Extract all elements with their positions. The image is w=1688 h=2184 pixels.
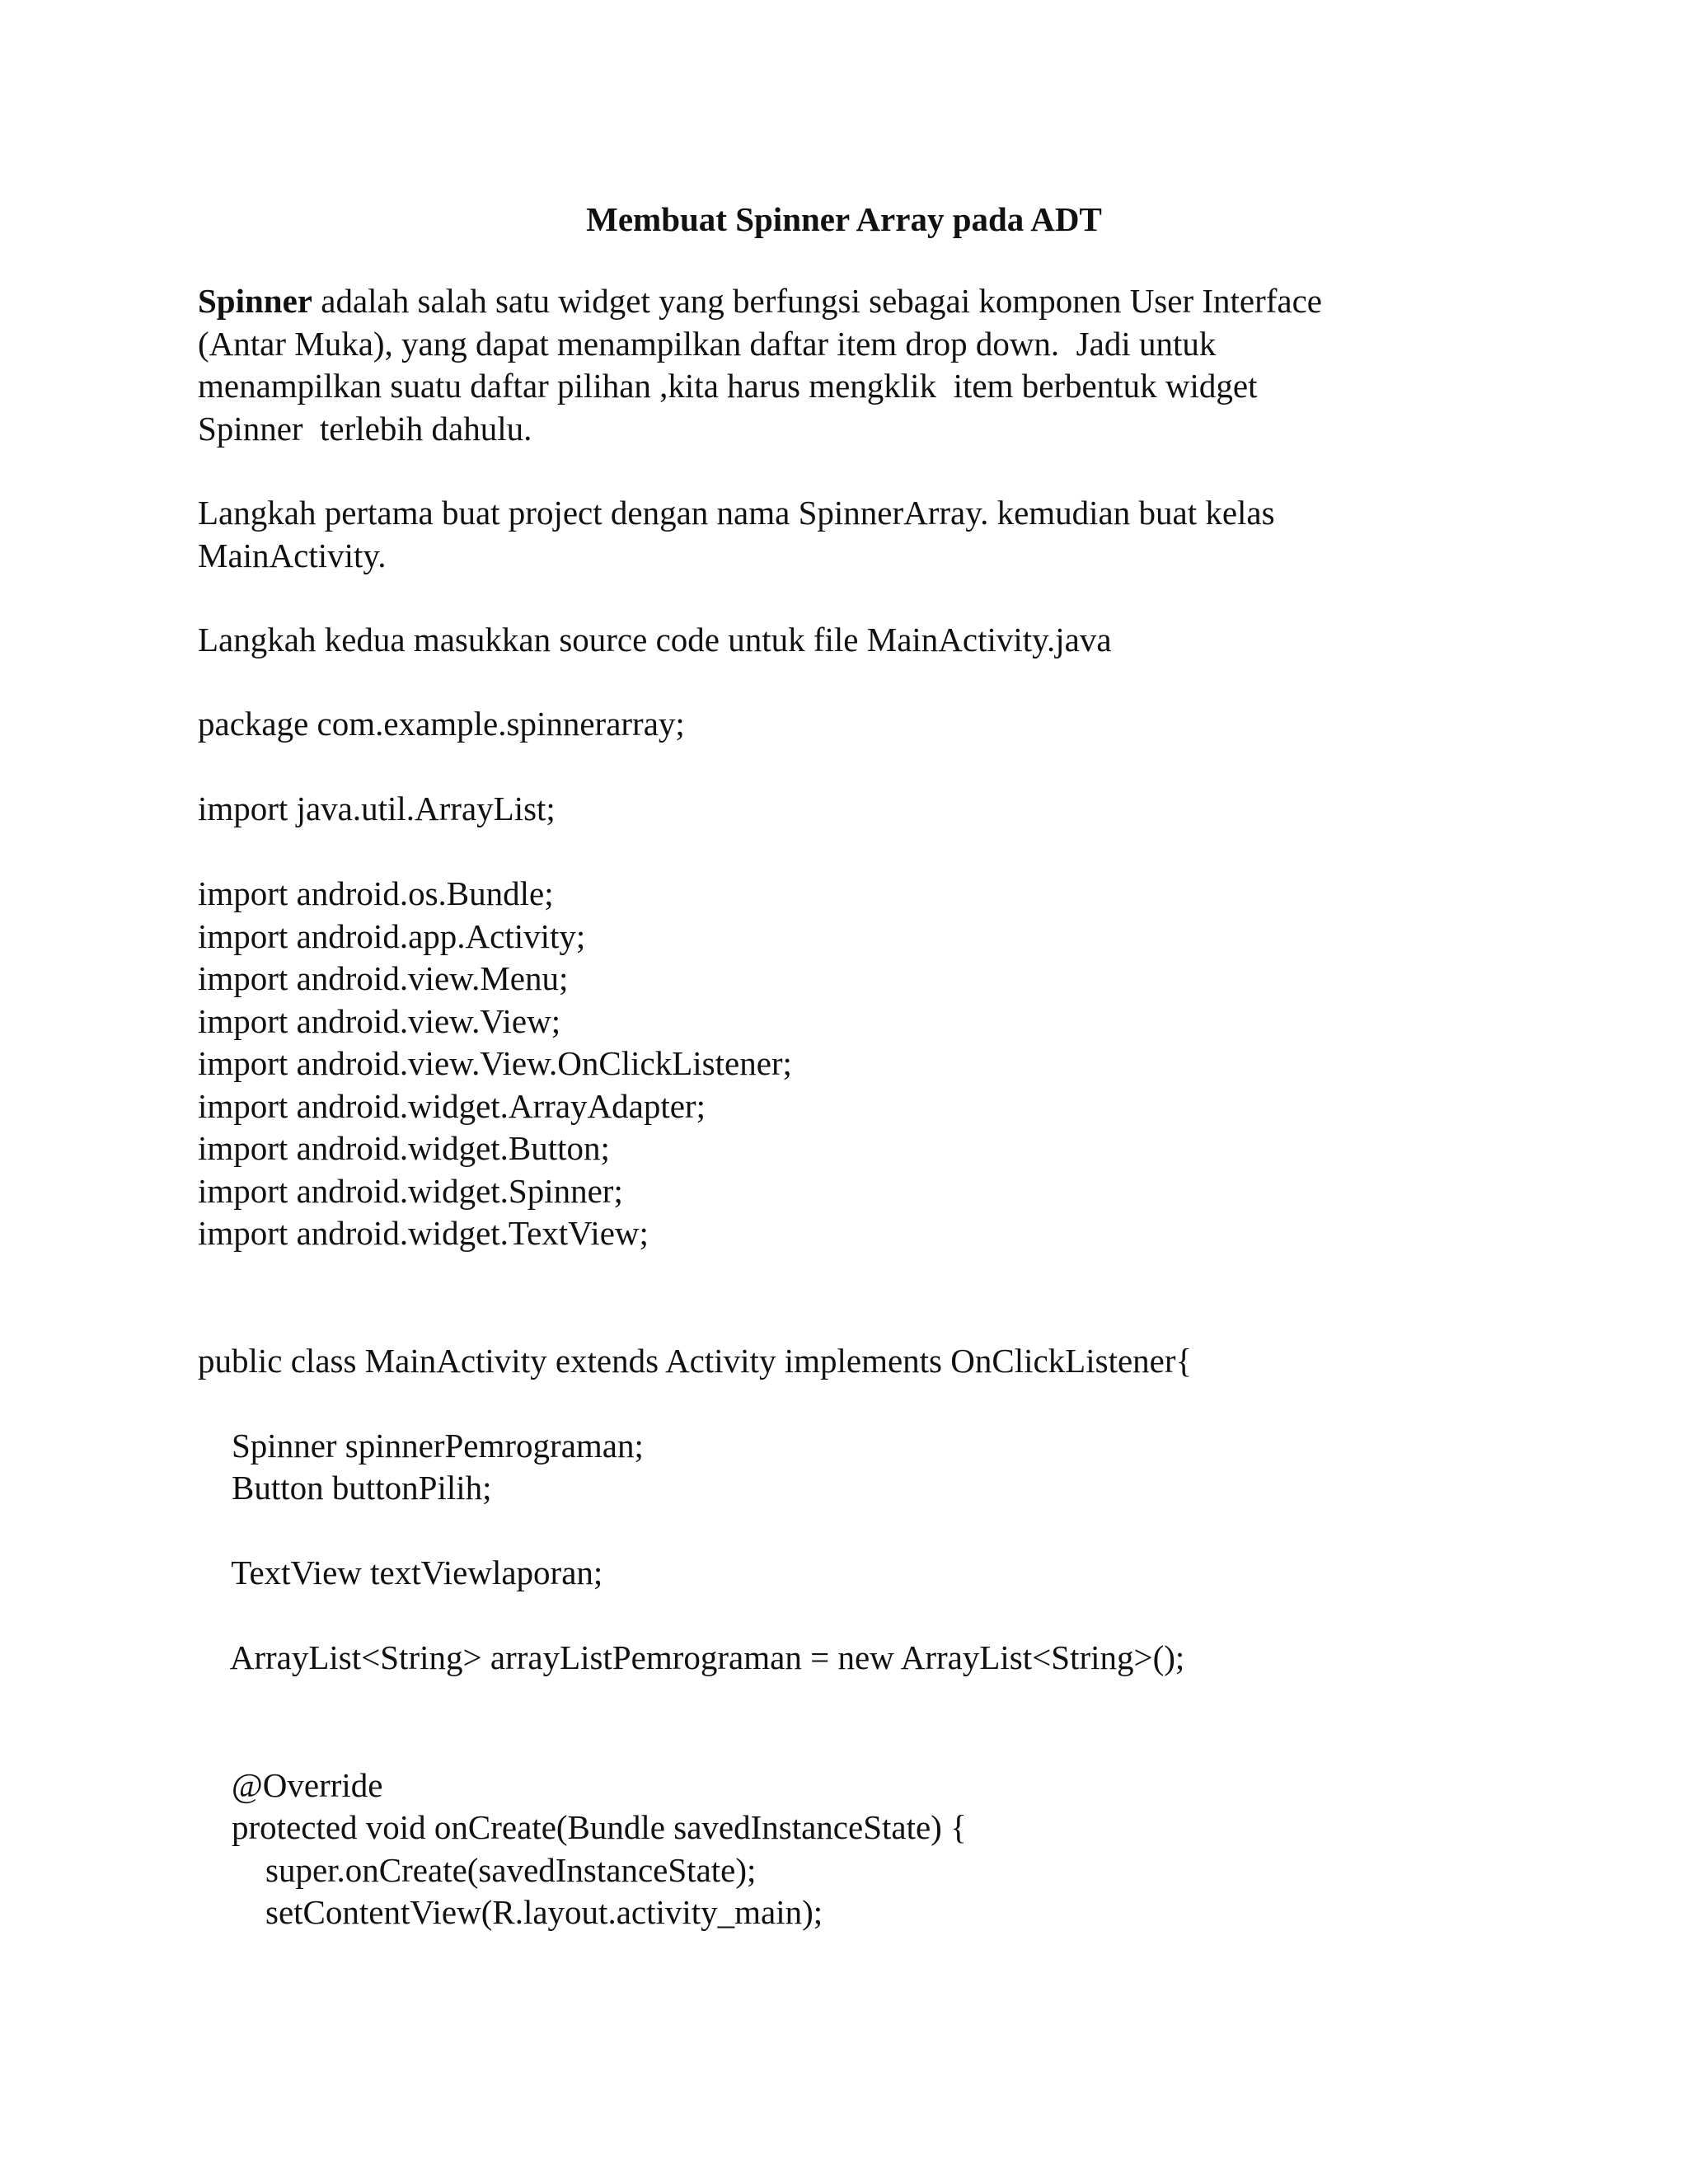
code-line: super.onCreate(savedInstanceState); bbox=[198, 1850, 757, 1889]
code-line: setContentView(R.layout.activity_main); bbox=[198, 1893, 823, 1931]
code-line: import java.util.ArrayList; bbox=[198, 790, 556, 827]
code-line: import android.view.View.OnClickListener; bbox=[198, 1044, 792, 1082]
document-title: Membuat Spinner Array pada ADT bbox=[586, 200, 1102, 238]
step-one-line: MainActivity. bbox=[198, 536, 387, 574]
step-one-line: Langkah pertama buat project dengan nama SpinnerArray. kemudian buat kelas bbox=[198, 494, 1275, 532]
intro-line: Spinner terlebih dahulu. bbox=[198, 409, 532, 448]
code-line: protected void onCreate(Bundle savedInstanceState) { bbox=[198, 1808, 967, 1846]
code-line bbox=[198, 1680, 1599, 1722]
intro-paragraph bbox=[198, 280, 1484, 450]
code-line: import android.widget.Button; bbox=[198, 1129, 610, 1167]
code-line: import android.app.Activity; bbox=[198, 916, 586, 955]
source-code-block bbox=[198, 703, 1599, 1934]
code-line bbox=[198, 1297, 1599, 1340]
code-line: import android.widget.TextView; bbox=[198, 1214, 649, 1252]
code-line: Button buttonPilih; bbox=[198, 1469, 492, 1507]
code-line bbox=[198, 831, 1599, 874]
step-two-paragraph: Langkah kedua masukkan source code untuk file MainActivity.java bbox=[198, 621, 1112, 658]
intro-line: adalah salah satu widget yang berfungsi sebagai komponen User Interface bbox=[312, 282, 1322, 320]
code-line bbox=[198, 1255, 1599, 1298]
code-line: public class MainActivity extends Activity implements OnClickListener{ bbox=[198, 1341, 1193, 1380]
code-line bbox=[198, 1595, 1599, 1638]
step-one-paragraph bbox=[198, 492, 1484, 577]
code-line: @Override bbox=[198, 1765, 383, 1804]
code-line bbox=[198, 1510, 1599, 1553]
code-line: import android.widget.ArrayAdapter; bbox=[198, 1086, 706, 1125]
code-line bbox=[198, 746, 1599, 789]
intro-line: menampilkan suatu daftar pilihan ,kita harus mengklik item berbentuk widget bbox=[198, 367, 1258, 405]
code-line: import android.widget.Spinner; bbox=[198, 1171, 623, 1210]
code-line: TextView textViewlaporan; bbox=[198, 1554, 603, 1591]
code-line: Spinner spinnerPemrograman; bbox=[198, 1426, 644, 1465]
code-line: import android.view.Menu; bbox=[198, 959, 569, 997]
intro-lead-term: Spinner bbox=[198, 282, 312, 320]
code-line: import android.os.Bundle; bbox=[198, 874, 554, 912]
code-line: package com.example.spinnerarray; bbox=[198, 705, 685, 743]
code-line bbox=[198, 1722, 1599, 1765]
code-line: ArrayList<String> arrayListPemrograman = new ArrayList<String>(); bbox=[198, 1638, 1185, 1676]
intro-line: (Antar Muka), yang dapat menampilkan daftar item drop down. Jadi untuk bbox=[198, 324, 1217, 363]
code-line: import android.view.View; bbox=[198, 1001, 561, 1040]
code-line bbox=[198, 1382, 1599, 1425]
